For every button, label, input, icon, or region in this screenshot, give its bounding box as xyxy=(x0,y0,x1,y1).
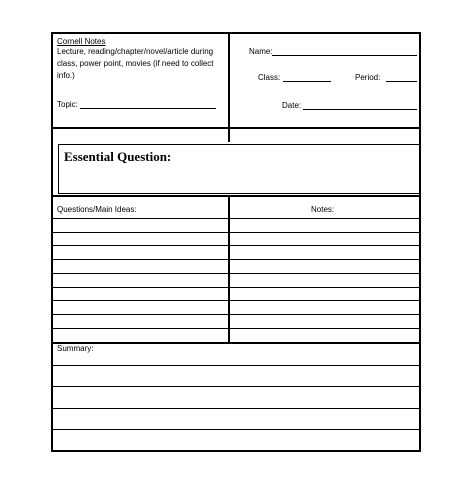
row-line xyxy=(53,287,419,288)
essential-question-label: Essential Question: xyxy=(64,149,172,164)
description-line-2: class, power point, movies (if need to collect xyxy=(57,59,214,68)
period-field[interactable] xyxy=(386,81,417,82)
header-divider xyxy=(228,34,230,142)
topic-field[interactable] xyxy=(80,108,216,109)
class-label: Class: xyxy=(258,73,281,82)
row-line xyxy=(53,232,419,233)
date-label: Date: xyxy=(282,101,302,110)
header-bottom-line xyxy=(53,127,419,129)
row-line xyxy=(53,273,419,274)
topic-label: Topic: xyxy=(57,100,78,109)
summary-line xyxy=(53,408,419,409)
cornell-notes-template xyxy=(51,32,421,452)
name-field[interactable] xyxy=(272,55,417,56)
questions-header: Questions/Main Ideas: xyxy=(57,205,137,214)
date-field[interactable] xyxy=(303,109,417,110)
notes-header: Notes: xyxy=(311,205,335,214)
description-line-1: Lecture, reading/chapter/novel/article during xyxy=(57,47,214,56)
summary-line xyxy=(53,429,419,430)
summary-top-line xyxy=(53,342,419,344)
columns-top-line xyxy=(53,195,419,197)
row-line xyxy=(53,300,419,301)
row-line xyxy=(53,328,419,329)
row-line xyxy=(53,314,419,315)
summary-line xyxy=(53,386,419,387)
class-field[interactable] xyxy=(283,81,331,82)
row-line xyxy=(53,245,419,246)
period-label: Period: xyxy=(355,73,381,82)
name-label: Name: xyxy=(249,47,273,56)
description-line-3: info.) xyxy=(57,71,75,80)
row-line xyxy=(53,218,419,219)
summary-label: Summary: xyxy=(57,344,94,353)
summary-line xyxy=(53,365,419,366)
row-line xyxy=(53,259,419,260)
title: Cornell Notes xyxy=(57,37,106,46)
